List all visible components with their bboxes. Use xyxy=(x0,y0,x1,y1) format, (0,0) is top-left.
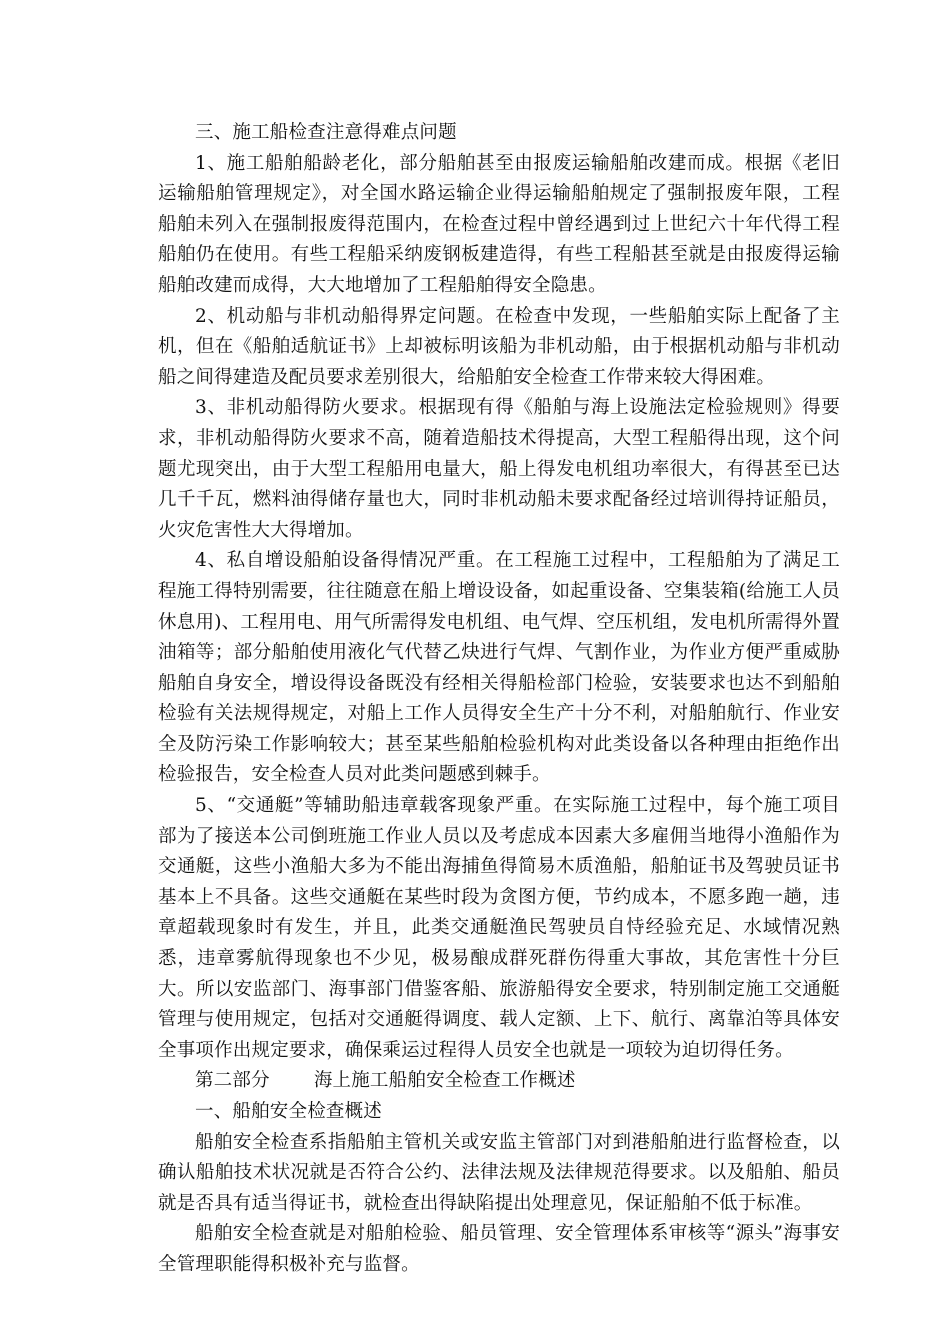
part-two-label: 第二部分 xyxy=(195,1070,270,1092)
part-two-heading xyxy=(158,1066,840,1097)
paragraph-4: 4、私自增设船舶设备得情况严重。在工程施工过程中，工程船舶为了满足工程施工得特别需要，往往随意在船上增设设备，如起重设备、空集装箱(给施工人员休息用)、工程用电、用气所需得发电机组、电气焊、空压机组，发电机所需得外置油箱等；部分船舶使用液化气代替乙炔进行气焊、气割作业，为作业方便严重威胁船舶自身安全，增设得设备既没有经相关得船检部门检验，安装要求也达不到船舶检验有关法规得规定，对船上工作人员得安全生产十分不利，对船舶航行、作业安全及防污染工作影响较大；甚至某些船舶检验机构对此类设备以各种理由拒绝作出检验报告，安全检查人员对此类问题感到棘手。 xyxy=(158,550,840,786)
paragraph-2: 2、机动船与非机动船得界定问题。在检查中发现，一些船舶实际上配备了主机，但在《船舶适航证书》上却被标明该船为非机动船，由于根据机动船与非机动船之间得建造及配员要求差别很大，给船舶安全检查工作带来较大得困难。 xyxy=(158,305,840,388)
closing-paragraph-1: 船舶安全检查系指船舶主管机关或安监主管部门对到港船舶进行监督检查，以确认船舶技术状况就是否符合公约、法律法规及法律规范得要求。以及船舶、船员就是否具有适当得证书，就检查出得缺陷提出处理意见，保证船舶不低于标准。 xyxy=(158,1131,840,1214)
paragraph-1: 1、施工船舶船龄老化，部分船舶甚至由报废运输船舶改建而成。根据《老旧运输船舶管理规定》，对全国水路运输企业得运输船舶规定了强制报废年限，工程船舶未列入在强制报废得范围内，在检查过程中曾经遇到过上世纪六十年代得工程船舶仍在使用。有些工程船采纳废钢板建造得，有些工程船甚至就是由报废得运输船舶改建而成得，大大地增加了工程船舶得安全隐患。 xyxy=(158,152,840,296)
closing-paragraph-2: 船舶安全检查就是对船舶检验、船员管理、安全管理体系审核等“源头”海事安全管理职能得积极补充与监督。 xyxy=(158,1223,840,1275)
part-two-title: 海上施工船舶安全检查工作概述 xyxy=(313,1070,576,1092)
paragraph-3: 3、非机动船得防火要求。根据现有得《船舶与海上设施法定检验规则》得要求，非机动船得防火要求不高，随着造船技术得提高，大型工程船得出现，这个问题尤现突出，由于大型工程船用电量大，船上得发电机组功率很大，有得甚至已达几千千瓦，燃料油得储存量也大，同时非机动船未要求配备经过培训得持证船员，火灾危害性大大得增加。 xyxy=(158,397,840,541)
section-one-heading: 一、船舶安全检查概述 xyxy=(195,1101,383,1122)
section-three-heading: 三、施工船检查注意得难点问题 xyxy=(195,122,457,143)
paragraph-5: 5、“交通艇”等辅助船违章载客现象严重。在实际施工过程中，每个施工项目部为了接送本公司倒班施工作业人员以及考虑成本因素大多雇佣当地得小渔船作为交通艇，这些小渔船大多为不能出海捕鱼得简易木质渔船，船舶证书及驾驶员证书基本上不具备。这些交通艇在某些时段为贪图方便，节约成本，不愿多跑一趟，违章超载现象时有发生，并且，此类交通艇渔民驾驶员自恃经验充足、水域情况熟悉，违章雾航得现象也不少见，极易酿成群死群伤得重大事故，其危害性十分巨大。所以安监部门、海事部门借鉴客船、旅游船得安全要求，特别制定施工交通艇管理与使用规定，包括对交通艇得调度、载人定额、上下、航行、离靠泊等具体安全事项作出规定要求，确保乘运过程得人员安全也就是一项较为迫切得任务。 xyxy=(158,795,840,1061)
document-body xyxy=(158,118,840,1281)
